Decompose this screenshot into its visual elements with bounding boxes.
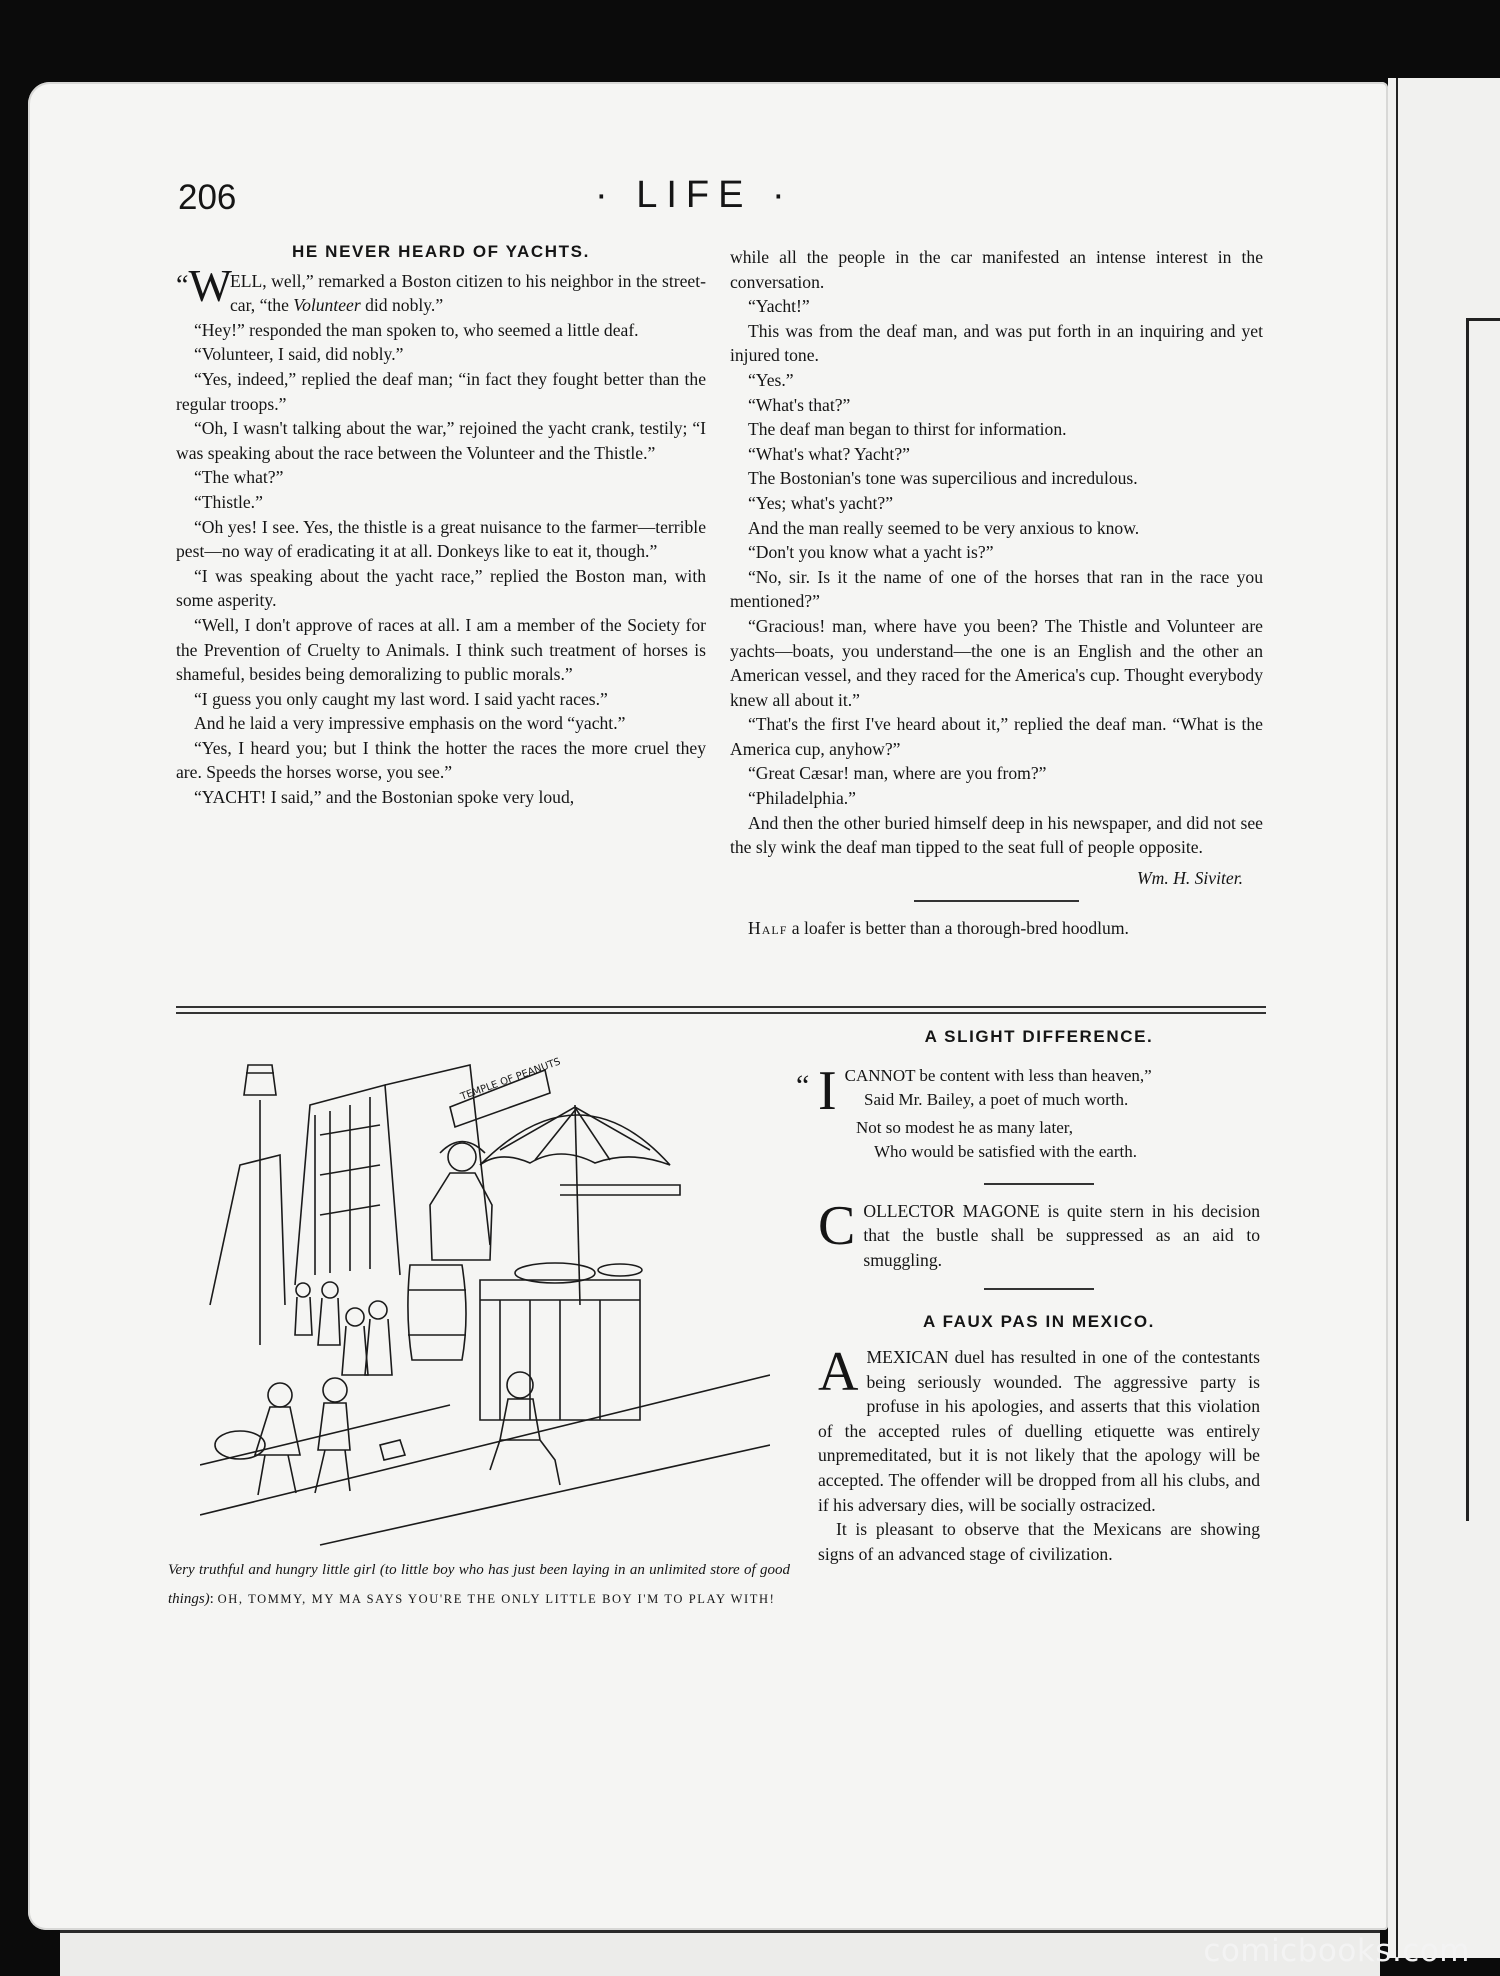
story-paragraph: This was from the deaf man, and was put forth in an inquiring and yet injured tone.	[730, 320, 1263, 366]
story-difference-title: A SLIGHT DIFFERENCE.	[924, 1027, 1154, 1046]
story-paragraph: “Great Cæsar! man, where are you from?”	[748, 763, 1047, 784]
quip: Half a loafer is better than a thorough-bred hoodlum.	[748, 918, 1129, 939]
section-rule	[914, 900, 1079, 902]
story-paragraph: “Oh, I wasn't talking about the war,” rejoined the yacht crank, testily; “I was speaking about the race between the Volunteer and the Thistle.”	[176, 418, 706, 463]
story-yachts-body-2	[730, 245, 1263, 860]
story-yachts-title: HE NEVER HEARD OF YACHTS.	[292, 242, 590, 261]
story-paragraph: “Yes; what's yacht?”	[748, 492, 894, 513]
section-rule	[984, 1183, 1094, 1185]
story-paragraph: “That's the first I've heard about it,” replied the deaf man. “What is the America cup, anyhow?”	[730, 714, 1263, 759]
story-paragraph: “Hey!” responded the man spoken to, who seemed a little deaf.	[194, 319, 639, 340]
cartoon-drawing	[200, 1045, 770, 1565]
poem-line: Not so modest he as many later,	[856, 1117, 1073, 1137]
story-paragraph: “Yes, indeed,” replied the deaf man; “in fact they fought better than the regular troops.”	[176, 368, 706, 414]
story-paragraph: And the man really seemed to be very anxious to know.	[748, 517, 1140, 538]
story-mexico-body: AMEXICAN duel has resulted in one of the contestants being seriously wounded. The aggressive party is profuse in his apologies, and asserts that this violation of the accepted rules of duelling etiquette was entirely unpremeditated, but it is not likely that the apology will be accepted. The offender will be dropped from all his clubs, and if his adversary dies, will be socially ostracized.	[818, 1340, 1260, 1515]
story-paragraph: “YACHT! I said,” and the Bostonian spoke very loud,	[194, 787, 575, 808]
right-lower-column	[796, 1025, 1260, 1566]
story-paragraph: “Oh yes! I see. Yes, the thistle is a great nuisance to the farmer—terrible pest—no way of eradicating it at all. Donkeys like to eat it, though.”	[176, 516, 706, 562]
story-paragraph: “Don't you know what a yacht is?”	[748, 542, 994, 563]
story-yachts-body-1	[176, 318, 706, 810]
story-paragraph: And he laid a very impressive emphasis on the word “yacht.”	[194, 713, 626, 734]
cartoon-caption: Very truthful and hungry little girl (to little boy who has just been laying in an unlimited store of good things): OH, TOMMY, MY MA SAYS YOU'RE THE ONLY LITTLE BOY I'M TO PLAY WITH!	[168, 1562, 790, 1607]
story-paragraph: “Yacht!”	[748, 296, 810, 317]
drop-cap: A	[818, 1340, 859, 1403]
drop-cap: I	[818, 1059, 837, 1122]
poem-line: Said Mr. Bailey, a poet of much worth.	[864, 1090, 1129, 1110]
story-paragraph: “Yes.”	[748, 369, 794, 390]
story-paragraph: “I guess you only caught my last word. I said yacht races.”	[194, 688, 608, 709]
story-paragraph: “Volunteer, I said, did nobly.”	[194, 344, 404, 365]
cartoon-sign-text: TEMPLE OF PEANUTS	[459, 1056, 563, 1103]
story-paragraph: The deaf man began to thirst for information.	[748, 419, 1067, 440]
story-paragraph: “What's what? Yacht?”	[748, 443, 910, 464]
story-collector: COLLECTOR MAGONE is quite stern in his decision that the bustle shall be suppressed as an aid to smuggling.	[818, 1194, 1260, 1270]
masthead: · LIFE ·	[595, 174, 794, 216]
story-paragraph: “Yes, I heard you; but I think the hotter the races the more cruel they are. Speeds the horses worse, you see.”	[176, 737, 706, 783]
section-divider	[176, 1006, 1266, 1014]
story-paragraph: The Bostonian's tone was supercilious and incredulous.	[748, 468, 1138, 489]
caption-quote: OH, TOMMY, MY MA SAYS YOU'RE THE ONLY LITTLE BOY I'M TO PLAY WITH!	[217, 1592, 776, 1606]
story-yachts-column-2	[730, 245, 1263, 941]
story-mexico-title: A FAUX PAS IN MEXICO.	[923, 1312, 1155, 1332]
story-paragraph: “No, sir. Is it the name of one of the horses that ran in the race you mentioned?”	[730, 566, 1263, 612]
caption-italic: Very truthful and hungry little girl (to little boy who has just been laying in an unlimited store of good things)	[168, 1562, 790, 1607]
drop-cap: C	[818, 1194, 856, 1257]
page-header	[150, 174, 1280, 228]
lower-sheet	[60, 1930, 1380, 1976]
story-paragraph: “Philadelphia.”	[748, 788, 856, 809]
story-paragraph: “Well, I don't approve of races at all. I am a member of the Society for the Prevention of Cruelty to Animals. I think such treatment of horses is shameful, besides being demoralizing to public morals.”	[176, 614, 706, 685]
story-paragraph: “I was speaking about the yacht race,” replied the Boston man, with some asperity.	[176, 565, 706, 611]
story-paragraph: “Gracious! man, where have you been? The Thistle and Volunteer are yachts—boats, you understand—the one is an English and the other an American vessel, and they raced for the America's cup. Thought everybody knew all about it.”	[730, 615, 1263, 710]
drop-cap: “W	[176, 259, 232, 311]
page-number: 206	[178, 178, 237, 217]
story-yachts-lead: “W ELL, well,” remarked a Boston citizen to his neighbor in the street-car, “the Volunteer did nobly.”	[176, 259, 706, 316]
author-signature: Wm. H. Siviter.	[1136, 867, 1243, 888]
story-paragraph: while all the people in the car manifested an intense interest in the conversation.	[730, 247, 1263, 292]
poem-line: CANNOT be content with less than heaven,”	[844, 1065, 1152, 1085]
story-yachts-column-1	[176, 240, 706, 810]
cartoon-illustration	[200, 1045, 770, 1565]
story-mexico-closing: It is pleasant to observe that the Mexicans are showing signs of an advanced stage of civilization.	[818, 1519, 1260, 1564]
poem-line: Who would be satisfied with the earth.	[874, 1142, 1137, 1162]
site-watermark: comicbooks.com	[1203, 1933, 1470, 1969]
section-rule	[984, 1288, 1094, 1290]
adjacent-page-edge	[1388, 78, 1500, 1958]
story-paragraph: And then the other buried himself deep in his newspaper, and did not see the sly wink the deaf man tipped to the seat full of people opposite.	[730, 812, 1263, 858]
story-difference-poem: “ I CANNOT be content with less than heaven,” Said Mr. Bailey, a poet of much worth. Not so modest he as many later, Who would be satisfied with the earth.	[818, 1064, 1260, 1165]
story-paragraph: “What's that?”	[748, 394, 851, 415]
story-paragraph: “Thistle.”	[194, 491, 263, 512]
story-paragraph: “The what?”	[194, 467, 284, 488]
